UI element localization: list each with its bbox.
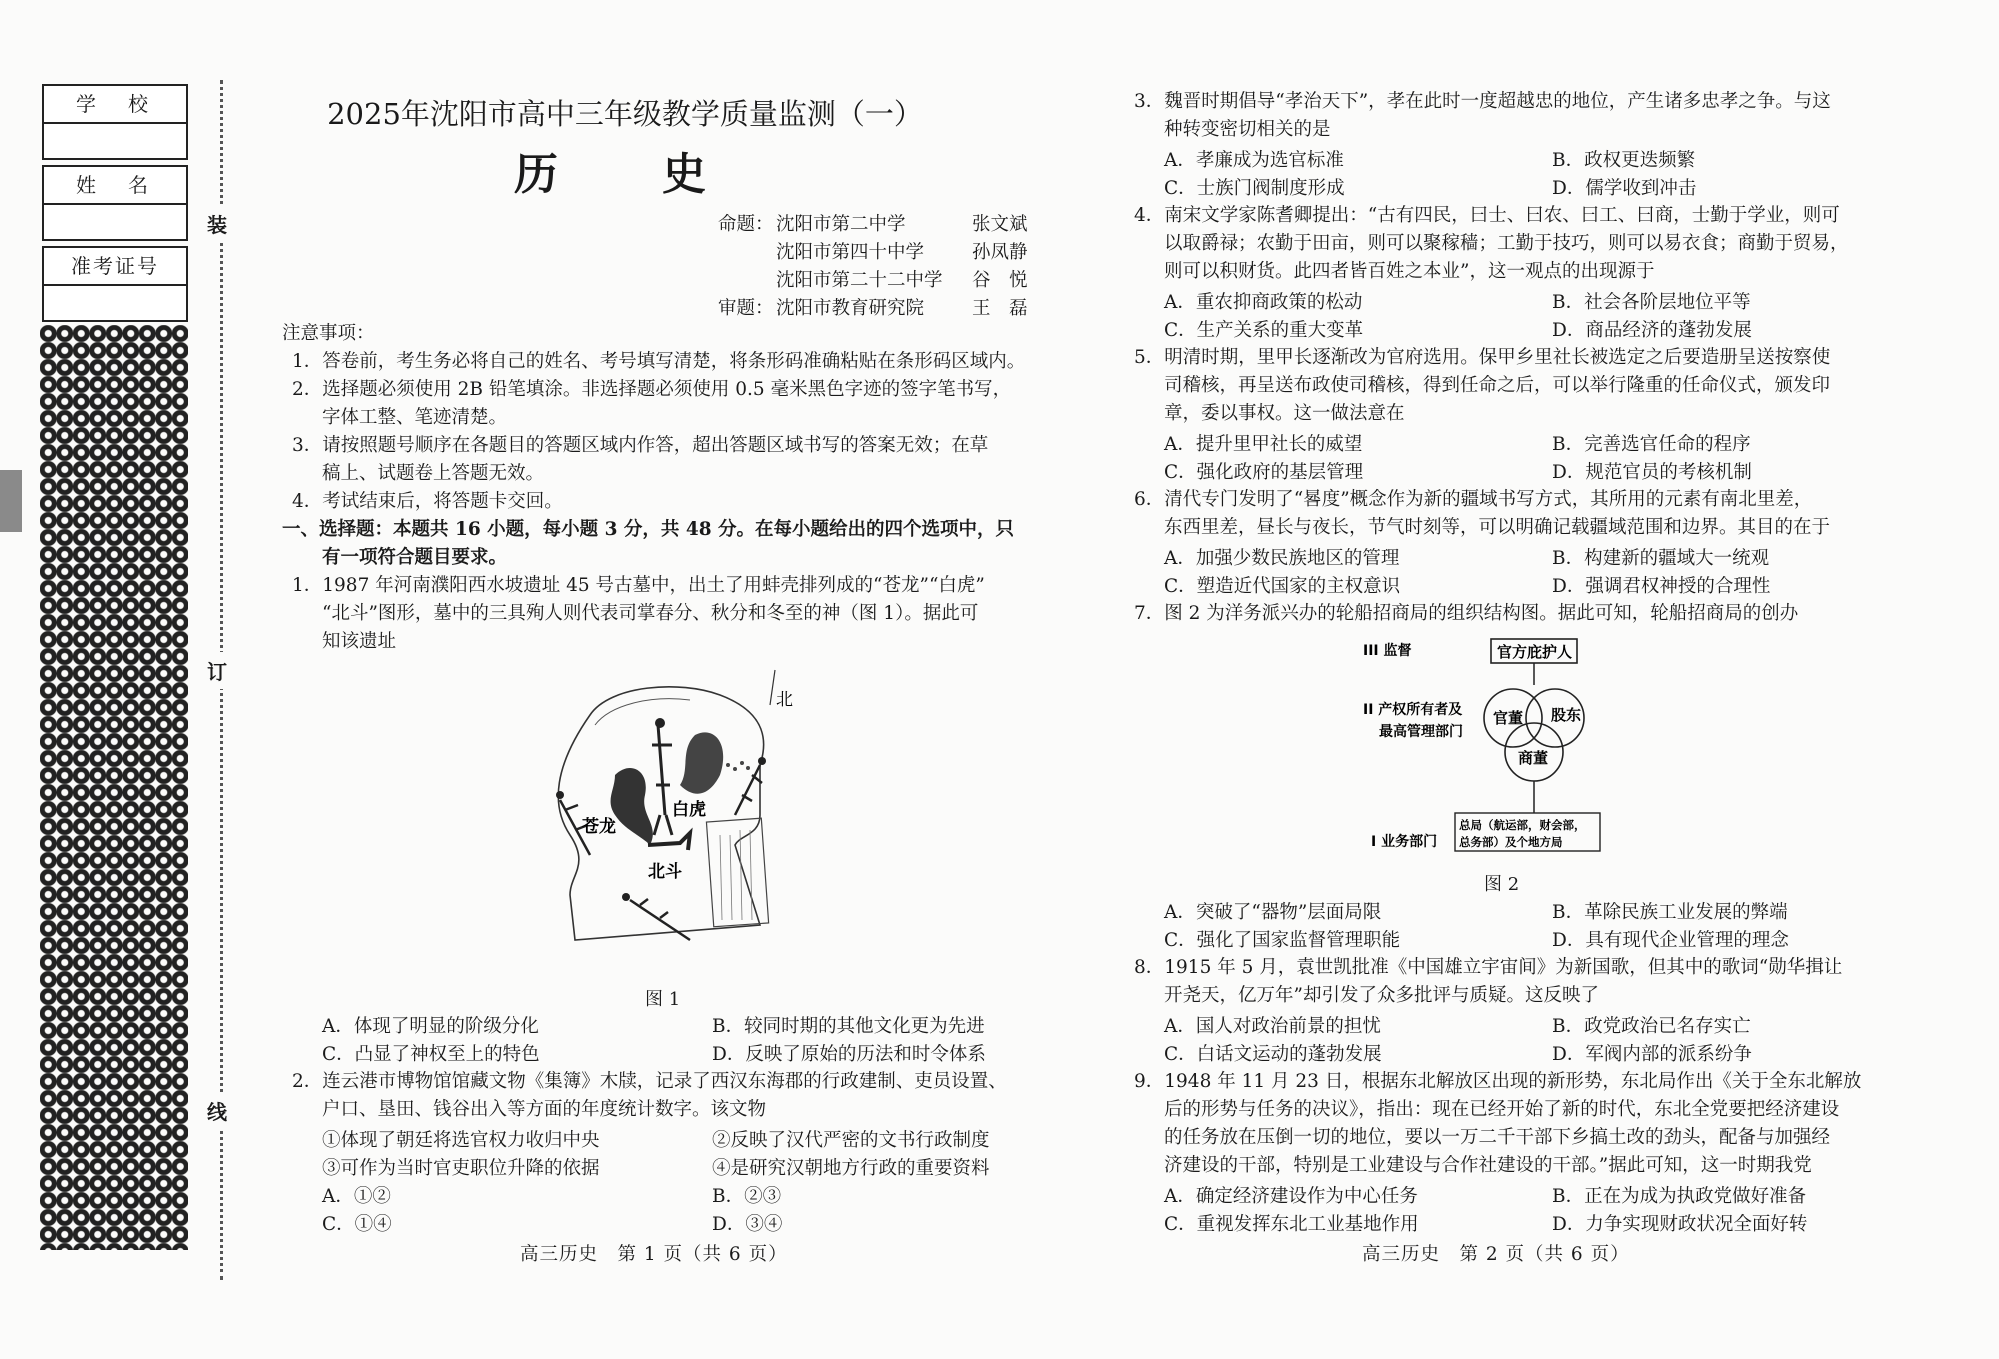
q9-line-3: 的任务放在压倒一切的地位，要以一万二千干部下乡搞土改的劲头，配备与加强经 <box>1164 1127 1831 1148</box>
diagram-level-2-label-a: II 产权所有者及 <box>1363 702 1463 718</box>
diagram-level-2-label-b: 最高管理部门 <box>1379 724 1463 740</box>
note-line-4: 3．请按照题号顺序在各题目的答题区域内作答，超出答题区域书写的答案无效；在草 <box>292 435 989 456</box>
page-2-footer: 高三历史 第 2 页（共 6 页） <box>1362 1244 1630 1265</box>
q3-line-2: 种转变密切相关的是 <box>1164 119 1331 140</box>
school-box <box>42 84 188 160</box>
decorative-gear-border <box>40 325 188 1250</box>
q8-option-d[interactable]: D．军阀内部的派系纷争 <box>1552 1044 1752 1065</box>
q9-option-c[interactable]: C．重视发挥东北工业基地作用 <box>1164 1214 1419 1235</box>
q9-option-d[interactable]: D．力争实现财政状况全面好转 <box>1552 1214 1808 1235</box>
author-org-4: 沈阳市教育研究院 <box>776 298 925 319</box>
q6-option-b[interactable]: B．构建新的疆域大一统观 <box>1552 548 1770 569</box>
exam-no-field[interactable] <box>44 286 186 320</box>
section1-line-1: 一、选择题：本题共 16 小题，每小题 3 分，共 48 分。在每小题给出的四个选项中，只 <box>282 519 1015 540</box>
diagram-level-3-label: III 监督 <box>1363 643 1412 659</box>
exam-title: 2025年沈阳市高中三年级教学质量监测（一） <box>327 97 923 131</box>
q6-option-a[interactable]: A．加强少数民族地区的管理 <box>1164 548 1400 569</box>
school-field[interactable] <box>44 124 186 158</box>
q2-option-b[interactable]: B．②③ <box>712 1186 782 1207</box>
q2-item-3: ③可作为当时官吏职位升降的依据 <box>322 1158 600 1179</box>
q1-option-b[interactable]: B．较同时期的其他文化更为先进 <box>712 1016 985 1037</box>
q7-option-a[interactable]: A．突破了“器物”层面局限 <box>1164 902 1382 923</box>
figure-1-label-dragon: 苍龙 <box>582 817 616 837</box>
q1-line-2: “北斗”图形，墓中的三具殉人则代表司掌春分、秋分和冬至的神（图 1）。据此可 <box>322 603 979 624</box>
q2-line-1: 2．连云港市博物馆馆藏文物《集簿》木牍，记录了西汉东海郡的行政建制、吏员设置、 <box>292 1071 1007 1092</box>
figure-1-caption: 图 1 <box>645 989 681 1010</box>
q4-option-a[interactable]: A．重农抑商政策的松动 <box>1164 292 1363 313</box>
author-role-4: 审题： <box>718 298 774 319</box>
q4-line-2: 以取爵禄；农勤于田亩，则可以聚稼穑；工勤于技巧，则可以易衣食；商勤于贸易， <box>1164 233 1849 254</box>
note-line-2: 2．选择题必须使用 2B 铅笔填涂。非选择题必须使用 0.5 毫米黑色字迹的签字笔书写， <box>292 379 1012 400</box>
q9-line-1: 9．1948 年 11 月 23 日，根据东北解放区出现的新形势，东北局作出《关于全东北解放 <box>1134 1071 1862 1092</box>
q7-line: 7．图 2 为洋务派兴办的轮船招商局的组织结构图。据此可知，轮船招商局的创办 <box>1134 603 1799 624</box>
note-line-3: 字体工整、笔迹清楚。 <box>322 407 508 428</box>
q8-line-2: 开尧天，亿万年”却引发了众多批评与质疑。这反映了 <box>1164 985 1599 1006</box>
author-org-1: 沈阳市第二中学 <box>776 214 906 235</box>
q1-option-d[interactable]: D．反映了原始的历法和时令体系 <box>712 1044 986 1065</box>
q5-option-c[interactable]: C．强化政府的基层管理 <box>1164 462 1364 483</box>
q2-item-1: ①体现了朝廷将选官权力收归中央 <box>322 1130 600 1151</box>
q2-option-d[interactable]: D．③④ <box>712 1214 783 1235</box>
q5-option-d[interactable]: D．规范官员的考核机制 <box>1552 462 1752 483</box>
scan-mark <box>0 470 22 532</box>
author-name-4: 王 磊 <box>972 298 1028 319</box>
name-field[interactable] <box>44 205 186 239</box>
q9-option-a[interactable]: A．确定经济建设作为中心任务 <box>1164 1186 1418 1207</box>
q6-line-2: 东西里差，昼长与夜长，节气时刻等，可以明确记载疆域范围和边界。其目的在于 <box>1164 517 1831 538</box>
q9-option-b[interactable]: B．正在为成为执政党做好准备 <box>1552 1186 1807 1207</box>
q1-option-a[interactable]: A．体现了明显的阶级分化 <box>322 1016 539 1037</box>
q5-option-a[interactable]: A．提升里甲社长的威望 <box>1164 434 1363 455</box>
figure-1-label-dipper: 北斗 <box>648 862 682 882</box>
q2-item-2: ②反映了汉代严密的文书行政制度 <box>712 1130 990 1151</box>
notes-heading: 注意事项： <box>282 323 375 344</box>
q9-line-4: 济建设的干部，特别是工业建设与合作社建设的干部。”据此可知，这一时期我党 <box>1164 1155 1812 1176</box>
q7-option-d[interactable]: D．具有现代企业管理的理念 <box>1552 930 1789 951</box>
q8-line-1: 8．1915 年 5 月，袁世凯批准《中国雄立宇宙间》为新国歌，但其中的歌词“勋华揖让 <box>1134 957 1843 978</box>
q9-line-2: 后的形势与任务的决议》，指出：现在已经开始了新的时代，东北全党要把经济建设 <box>1164 1099 1840 1120</box>
author-org-2: 沈阳市第四十中学 <box>776 242 925 263</box>
page-1-footer: 高三历史 第 1 页（共 6 页） <box>520 1244 788 1265</box>
bind-char-zhuang: 装 <box>207 205 227 242</box>
q2-option-c[interactable]: C．①④ <box>322 1214 392 1235</box>
q3-option-b[interactable]: B．政权更迭频繁 <box>1552 150 1696 171</box>
q6-line-1: 6．清代专门发明了“晷度”概念作为新的疆域书写方式，其所用的元素有南北里差， <box>1134 489 1813 510</box>
q7-option-b[interactable]: B．革除民族工业发展的弊端 <box>1552 902 1788 923</box>
q7-option-c[interactable]: C．强化了国家监督管理职能 <box>1164 930 1401 951</box>
diagram-dept-line-a: 总局（航运部，财会部， <box>1459 818 1586 832</box>
q3-option-a[interactable]: A．孝廉成为选官标准 <box>1164 150 1344 171</box>
note-line-5: 稿上、试题卷上答题无效。 <box>322 463 545 484</box>
section1-line-2: 有一项符合题目要求。 <box>322 547 508 568</box>
q4-option-d[interactable]: D．商品经济的蓬勃发展 <box>1552 320 1752 341</box>
diagram-circle-shareholders: 股东 <box>1551 706 1582 724</box>
author-role-1: 命题： <box>718 214 774 235</box>
author-name-1: 张文斌 <box>972 214 1028 235</box>
name-label: 姓 名 <box>44 167 186 205</box>
q5-line-3: 章，委以事权。这一做法意在 <box>1164 403 1405 424</box>
q1-line-3: 知该遗址 <box>322 631 397 652</box>
diagram-level-1-label: I 业务部门 <box>1371 834 1438 850</box>
figure-2-caption: 图 2 <box>1484 874 1520 895</box>
bind-char-xian: 线 <box>207 1092 227 1129</box>
author-name-2: 孙凤静 <box>972 242 1028 263</box>
subject-title: 历 史 <box>514 149 736 200</box>
figure-1-label-north: 北 <box>776 690 793 710</box>
school-label: 学 校 <box>44 86 186 124</box>
q5-line-2: 司稽核，再呈送布政使司稽核，得到任命之后，可以举行隆重的任命仪式，颁发印 <box>1164 375 1831 396</box>
q5-option-b[interactable]: B．完善选官任命的程序 <box>1552 434 1751 455</box>
diagram-circle-merchants: 商董 <box>1518 749 1549 767</box>
exam-no-label: 准考证号 <box>44 248 186 286</box>
name-box <box>42 165 188 241</box>
q2-line-2: 户口、垦田、钱谷出入等方面的年度统计数字。该文物 <box>322 1099 767 1120</box>
q3-option-d[interactable]: D．儒学收到冲击 <box>1552 178 1697 199</box>
q6-option-c[interactable]: C．塑造近代国家的主权意识 <box>1164 576 1401 597</box>
q4-option-c[interactable]: C．生产关系的重大变革 <box>1164 320 1364 341</box>
q8-option-a[interactable]: A．国人对政治前景的担忧 <box>1164 1016 1381 1037</box>
q3-option-c[interactable]: C．士族门阀制度形成 <box>1164 178 1345 199</box>
q3-line-1: 3．魏晋时期倡导“孝治天下”，孝在此时一度超越忠的地位，产生诸多忠孝之争。与这 <box>1134 91 1831 112</box>
q4-line-1: 4．南宋文学家陈耆卿提出：“古有四民，曰士、曰农、曰工、曰商，士勤于学业，则可 <box>1134 205 1840 226</box>
q4-option-b[interactable]: B．社会各阶层地位平等 <box>1552 292 1751 313</box>
note-line-1: 1．答卷前，考生务必将自己的姓名、考号填写清楚，将条形码准确粘贴在条形码区域内。 <box>292 351 1026 372</box>
q2-option-a[interactable]: A．①② <box>322 1186 391 1207</box>
figure-2-org-chart <box>1355 630 1675 862</box>
note-line-6: 4．考试结束后，将答题卡交回。 <box>292 491 563 512</box>
q2-item-4: ④是研究汉朝地方行政的重要资料 <box>712 1158 990 1179</box>
q1-line-1: 1．1987 年河南濮阳西水坡遗址 45 号古墓中，出土了用蚌壳排列成的“苍龙”“白虎” <box>292 575 985 596</box>
diagram-circle-officials: 官董 <box>1493 709 1524 727</box>
author-name-3: 谷 悦 <box>972 270 1028 291</box>
figure-1-tomb-drawing <box>530 665 830 965</box>
author-org-3: 沈阳市第二十二中学 <box>776 270 943 291</box>
q8-option-c[interactable]: C．白话文运动的蓬勃发展 <box>1164 1044 1382 1065</box>
q5-line-1: 5．明清时期，里甲长逐渐改为官府选用。保甲乡里社长被选定之后要造册呈送按察使 <box>1134 347 1831 368</box>
q8-option-b[interactable]: B．政党政治已名存实亡 <box>1552 1016 1751 1037</box>
figure-1-label-tiger: 白虎 <box>672 800 706 820</box>
exam-no-box <box>42 246 188 322</box>
q4-line-3: 则可以积财货。此四者皆百姓之本业”，这一观点的出现源于 <box>1164 261 1655 282</box>
diagram-dept-line-b: 总务部）及个地方局 <box>1459 835 1563 849</box>
diagram-protector: 官方庇护人 <box>1497 643 1573 661</box>
bind-char-ding: 订 <box>207 652 227 689</box>
q6-option-d[interactable]: D．强调君权神授的合理性 <box>1552 576 1771 597</box>
q1-option-c[interactable]: C．凸显了神权至上的特色 <box>322 1044 540 1065</box>
